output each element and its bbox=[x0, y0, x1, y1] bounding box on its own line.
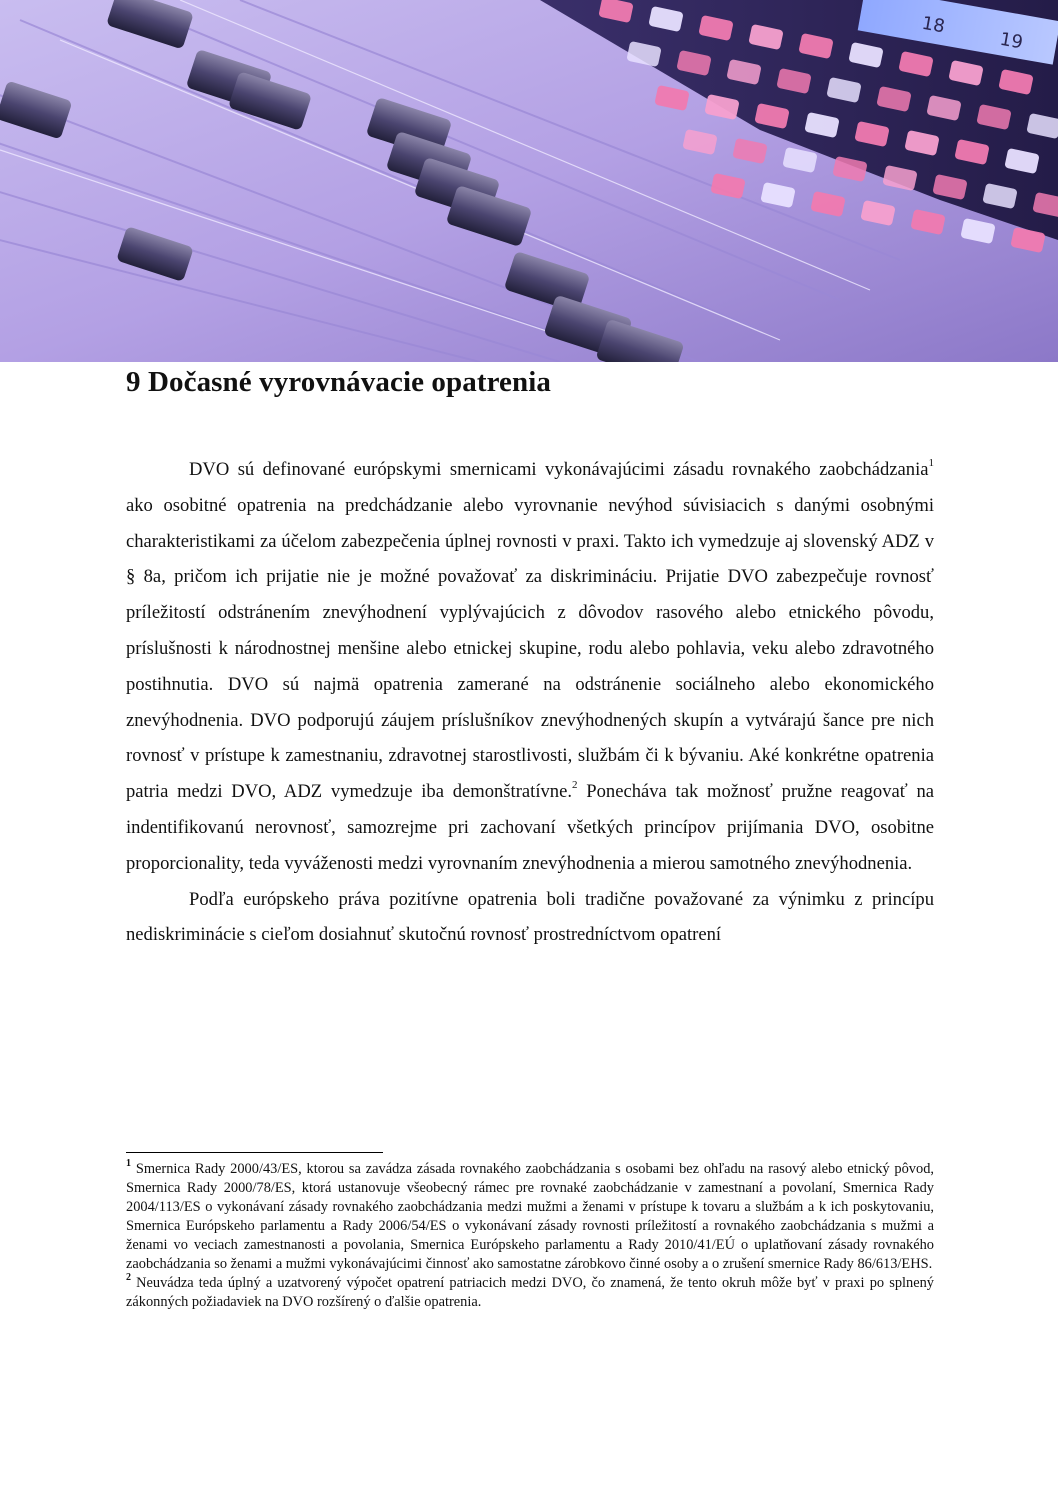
paragraph-1-text-b: ako osobitné opatrenia na predchádzanie alebo vyrovnanie nevýhod súvisiacich s danými osobnými charakteristikami za účelom zabezpečenia úplnej rovnosti v praxi. Takto ich vymedzuje aj slovenský ADZ v § 8a, pričom ich prijatie nie je možné považovať za diskrimináciu. Prijatie DVO zabezpečuje rovnosť príležitostí odstránením znevýhodnení vyplývajúcich z dôvodov rasového alebo etnického pôvodu, príslušnosti k národnostnej menšine alebo etnickej skupine, rodu alebo pohlavia, veku alebo zdravotného postihnutia. DVO sú najmä opatrenia zamerané na odstránenie sociálneho alebo ekonomického znevýhodnenia. DVO podporujú záujem príslušníkov znevýhodnených skupín a vytvárajú šance pre nich rovnosť v prístupe k zamestnaniu, zdravotnej starostlivosti, službám či k bývaniu. Aké konkrétne opatrenia patria medzi DVO, ADZ vymedzuje iba demonštratívne. bbox=[126, 494, 934, 803]
footnote-1 bbox=[126, 1160, 934, 1274]
paragraph-2: Podľa európskeho práva pozitívne opatrenia boli tradične považované za výnimku z princípu nediskriminácie s cieľom dosiahnuť skutočnú rovnosť prostredníctvom opatrení bbox=[126, 888, 934, 946]
channel-19-label: 19 bbox=[998, 28, 1025, 54]
footnotes bbox=[126, 1160, 934, 1312]
channel-18-label: 18 bbox=[920, 12, 947, 38]
footnote-1-mark: 1 bbox=[126, 1158, 131, 1170]
footnote-1-text: Smernica Rady 2000/43/ES, ktorou sa zavádza zásada rovnakého zaobchádzania s osobami bez ohľadu na rasový alebo etnický pôvod, Smernica Rady 2000/78/ES, ktorá ustanovuje všeobecný rámec pre rovnaké zaobchádzanie v zamestnaní a povolaní, Smernica Rady 2004/113/ES o vykonávaní zásady rovnakého zaobchádzania medzi mužmi a ženami v prístupe k tovaru a službám a k ich poskytovaniu, Smernica Európskeho parlamentu a Rady 2006/54/ES o vykonávaní zásady rovnosti príležitostí a rovnakého zaobchádzania s mužmi a ženami vo veciach zamestnanosti a povolania, Smernica Európskeho parlamentu a Rady 2010/41/EÚ o uplatňovaní zásady rovnakého zaobchádzania so ženami a mužmi vykonávajúcimi činnosť ako samostatne zárobkovo činné osoby a o zrušení smernice Rady 86/613/EHS. bbox=[126, 1161, 934, 1272]
body-text bbox=[126, 452, 934, 953]
paragraph-1-text-a: DVO sú definované európskymi smernicami vykonávajúcimi zásadu rovnakého zaobchádzania bbox=[189, 459, 929, 480]
paragraph-1 bbox=[126, 452, 934, 882]
footnote-2 bbox=[126, 1274, 934, 1312]
section-title: 9 Dočasné vyrovnávacie opatrenia bbox=[126, 366, 552, 398]
footnote-ref-2[interactable]: 2 bbox=[572, 778, 578, 791]
footnote-ref-1[interactable]: 1 bbox=[928, 456, 934, 469]
header-photo bbox=[0, 0, 1058, 362]
footnote-separator bbox=[126, 1152, 383, 1153]
footnote-2-mark: 2 bbox=[126, 1272, 131, 1284]
paragraph-1-text-c: Ponecháva tak možnosť pružne reagovať na indentifikovanú nerovnosť, samozrejme pri zachovaní všetkých princípov prijímania DVO, osobitne proporcionality, teda vyváženosti medzi vyrovnaním znevýhodnenia a mierou samotného znevýhodnenia. bbox=[126, 781, 935, 874]
footnote-2-text: Neuvádza teda úplný a uzatvorený výpočet opatrení patriacich medzi DVO, čo znamená, že tento okruh môže byť v praxi po splnený zákonných požiadaviek na DVO rozšírený o ďalšie opatrenia. bbox=[126, 1275, 934, 1310]
